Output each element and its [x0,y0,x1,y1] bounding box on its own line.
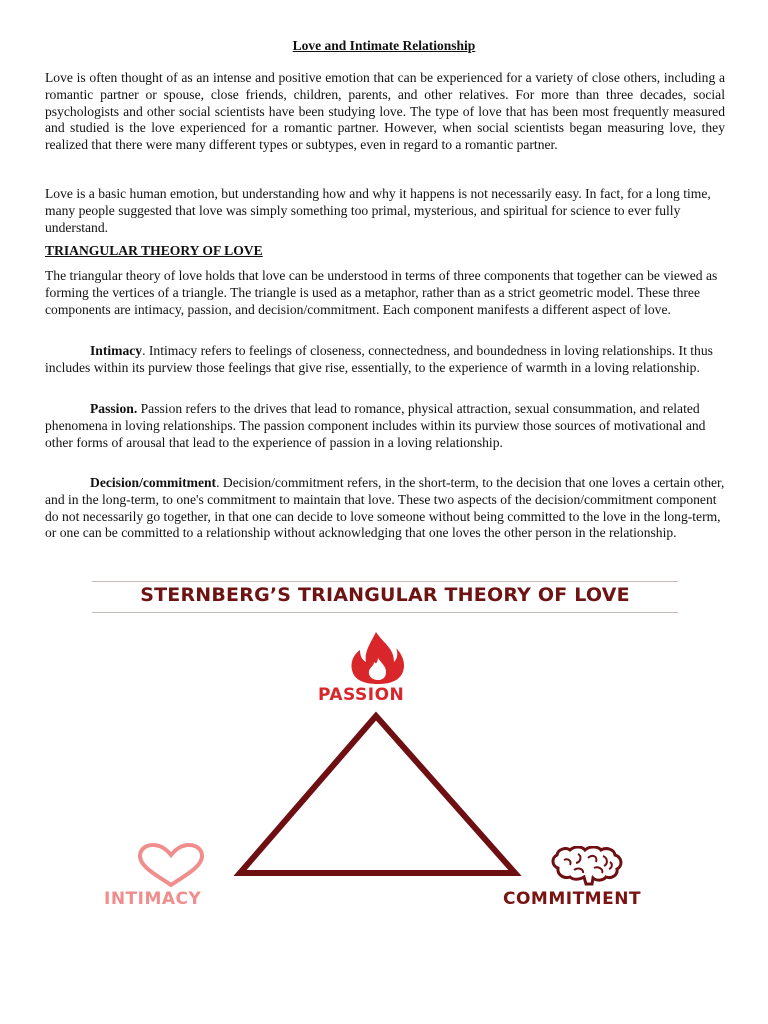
passion-term: Passion. [90,401,138,416]
infographic-title: STERNBERG’S TRIANGULAR THEORY OF LOVE [140,584,630,606]
second-paragraph: Love is a basic human emotion, but understanding how and why it happens is not necessarily easy. In fact, for a long time, many people suggested that love was simply something too primal, mysterious, and spiritual for science to ever fully understand. [45,186,711,235]
intimacy-label: INTIMACY [104,889,202,909]
passion-text: Passion refers to the drives that lead to romance, physical attraction, sexual consummation, and related phenomena in loving relationships. The passion component includes within its purview those sources of motivational and other forms of arousal that lead to the experience of passion in a loving relationship. [45,401,706,450]
document-title: Love and Intimate Relationship [292,38,476,53]
intro-paragraph: Love is often thought of as an intense and positive emotion that can be experienced for a variety of close others, including a romantic partner or spouse, close friends, children, parents, and other relatives. For more than three decades, social psychologists and other social scientists have been studying love. The type of love that has been most frequently measured and studied is the love experienced for a romantic partner. However, when social scientists began measuring love, they realized that there were many different types or subtypes, even in regard to a romantic partner. [45,70,725,153]
section-heading: TRIANGULAR THEORY OF LOVE [45,243,263,258]
heart-icon [134,843,208,889]
brain-icon [548,846,626,886]
commitment-text: . Decision/commitment refers, in the short-term, to the decision that one loves a certain other, and in the long-term, to one's commitment to maintain that love. These two aspects of the decision/commitment component do not necessarily go together, in that one can decide to love someone without being committed to the love in the long-term, or one can be committed to a relationship without acknowledging that one loves the other person in the relationship. [45,475,725,541]
intimacy-text: . Intimacy refers to feelings of closeness, connectedness, and boundedness in loving relationships. It thus includes within its purview those feelings that give rise, essentially, to the experience of warmth in a loving relationship. [45,343,713,375]
passion-label: PASSION [318,685,405,705]
theory-paragraph: The triangular theory of love holds that love can be understood in terms of three components that together can be viewed as forming the vertices of a triangle. The triangle is used as a metaphor, rather than as a strict geometric model. These three components are intimacy, passion, and decision/commitment. Each component manifests a different aspect of love. [45,268,718,317]
intimacy-term: Intimacy [90,343,143,358]
commitment-term: Decision/commitment [90,475,217,490]
commitment-label: COMMITMENT [503,889,642,909]
